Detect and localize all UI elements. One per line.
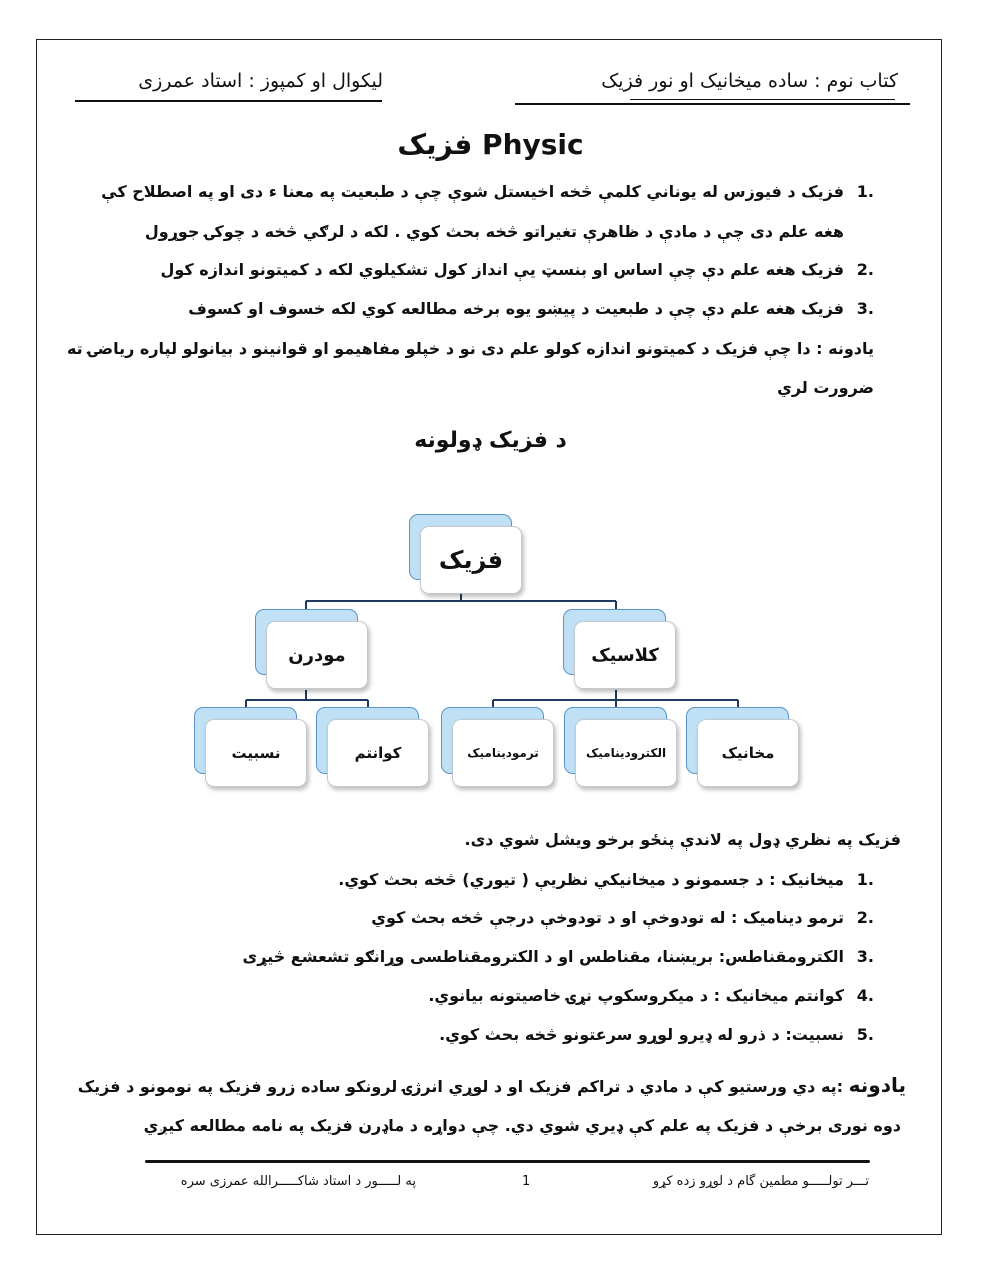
node-modern: مودرن [266,621,368,689]
definition-1-line-2: هغه علم دی چې د مادې د ظاهرې تغیراتو څخه بحث کوي . لکه د لرګي څخه د چوکۍ جوړول [144,222,844,241]
list-item-5: 5.نسبیت: د ذرو له ډیرو لوړو سرعتونو څخه بحث کوي. [439,1025,874,1044]
node-physics: فزیک [420,526,522,594]
node-electrodynamics: الکترودینامیک [575,719,677,787]
note-2-label: یادونه [848,1073,906,1097]
branches-title: د فزیک ډولونه [414,428,567,453]
definition-3: 3.فزیک هغه علم دې چې د طبعیت د پیښو یوه برخه مطالعه کوي لکه خسوف او کسوف [188,299,874,318]
page-number: 1 [522,1174,531,1189]
list-item-1: 1.میخانیک : د جسمونو د میخانیکي نظریې ( تیوري) څخه بحث کوي. [338,870,874,889]
node-classic: کلاسیک [574,621,676,689]
page-title: فزیک Physic [397,128,584,161]
branches-intro: فزیک په نظري ډول په لاندې پنځو برخو ویشل شوي دی. [464,830,901,849]
list-item-3: 3.الکترومقناطس: بریښنا، مقناطس او د الکترومقناطسی وړانګو تشعشع څیړی [242,947,874,966]
footer-right-text: تـــر تولـــــو مطمین گام د لوړو زده کړو [652,1174,869,1189]
book-name: کتاب نوم : ساده میخانیک او نور فزیک [601,70,898,92]
definition-2: 2.فزیک هغه علم دې چې اساس او بنسټ یې انداز کول تشکیلوي لکه د کمیتونو اندازه کول [160,260,874,279]
node-mechanics: مخانیک [697,719,799,787]
note-1-line-1: یادونه : دا چې فزیک د کمیتونو اندازه کولو علم دی نو د خپلو مفاهیمو او قوانینو د بیانولو لپاره ریاضۍ ته [66,339,874,358]
note-1-line-2: ضرورت لري [777,378,874,397]
definition-1-line-1: 1.فزیک د فیوزس له یوناني کلمې څخه اخیستل شوې چې د طبعیت په معنا ء دی او په اصطلاح کې [101,182,874,201]
footer-rule [145,1160,870,1163]
node-relativity: نسبیت [205,719,307,787]
node-quantum: کوانتم [327,719,429,787]
node-thermodynamics: ترمودینامیک [452,719,554,787]
list-item-2: 2.ترمو دینامیک : له تودوخې او د تودوخې درجې څخه بحث کوي [371,908,874,927]
note-2-line-1: یادونه :په دي ورستیو کې د مادي د تراکم فزیک او د لوړي انرژۍ لرونکو ساده زرو فزیک په نومونو د فزیک [77,1073,906,1097]
list-item-4: 4.کوانتم میخانیک : د میکروسکوپ نړۍ خاصیتونه بیانوي. [428,986,874,1005]
footer-left-text: په لـــــور د استاد شاکـــــرالله عمرزی سره [180,1174,416,1189]
note-2-line-2: دوه نوری برخې د فزیک په علم کې ډیري شوي دي. چې دواړه د ماډرن فزیک په نامه مطالعه کیږي [143,1116,901,1135]
author-credit: لیکوال او کمپوز : استاد عمرزی [138,70,383,92]
